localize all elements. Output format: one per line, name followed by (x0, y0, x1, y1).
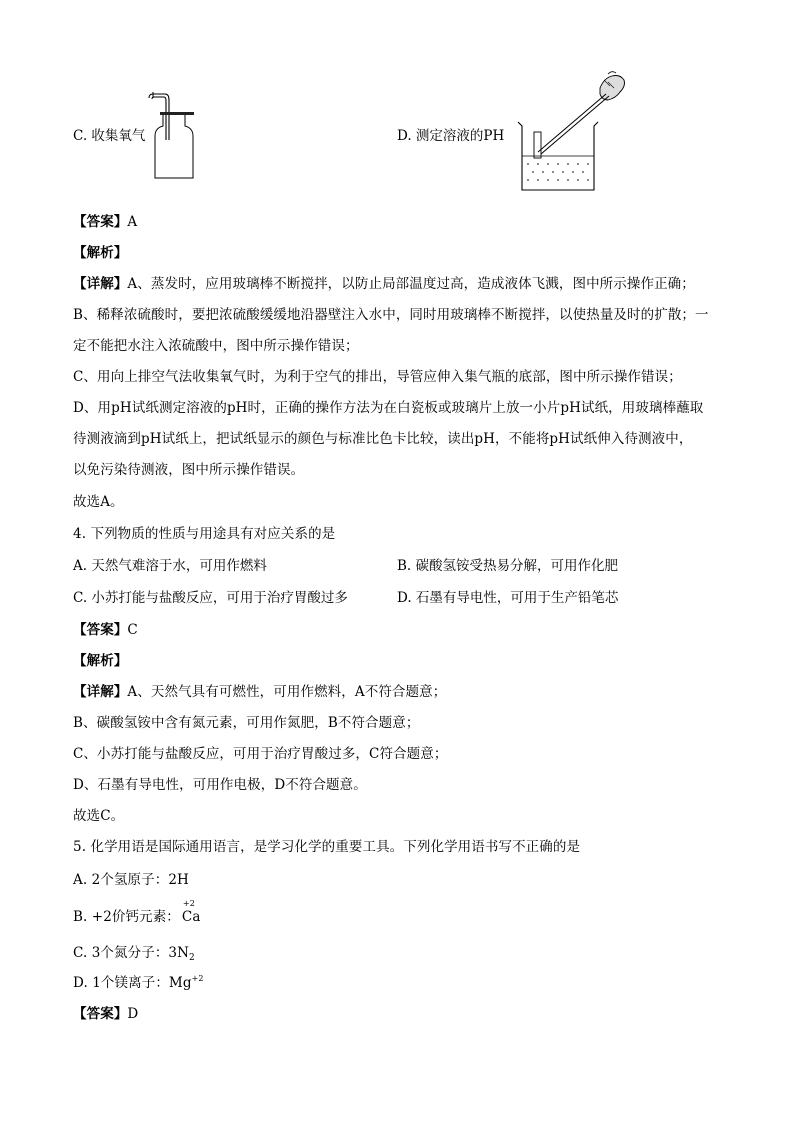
q3-detail-c: C、用向上排空气法收集氧气时，为利于空气的排出，导管应伸入集气瓶的底部，图中所示操作错误； (73, 369, 682, 385)
q3-detail-d3: 以免污染待测液，图中所示操作错误。 (73, 462, 305, 478)
q4-analysis-heading: 【解析】 (73, 653, 128, 669)
q3-detail-b2: 定不能把水注入浓硫酸中，图中所示操作错误； (73, 338, 359, 354)
q4-detail-d: D、石墨有导电性，可用作电极，D不符合题意。 (73, 777, 367, 793)
superscript: +2 (191, 974, 204, 983)
q4-option-d: D. 石墨有导电性，可用于生产铅笔芯 (397, 590, 619, 606)
q4-conclusion: 故选C。 (73, 808, 125, 824)
q4-detail-b: B、碳酸氢铵中含有氮元素，可用作氮肥，B不符合题意； (73, 715, 420, 731)
q3-analysis-heading: 【解析】 (73, 245, 128, 261)
calcium-symbol: Ca (181, 909, 201, 925)
valence-mark: +2 (182, 899, 195, 908)
q4-answer: 【答案】C (73, 622, 138, 638)
ph-test-beaker-illustration (512, 70, 632, 195)
q3-detail-a: 【详解】A、蒸发时，应用玻璃棒不断搅拌，以防止局部温度过高，造成液体飞溅，图中所示操作正确； (73, 276, 695, 292)
q3-conclusion: 故选A。 (73, 494, 124, 510)
q3-detail-d2: 待测液滴到pH试纸上，把试纸显示的颜色与标准比色卡比较，读出pH，不能将pH试纸伸入待测液中， (73, 431, 693, 447)
q5-option-d: D. 1个镁离子：$Mg^{+2}$ (73, 974, 204, 991)
gas-collecting-bottle-illustration (145, 92, 205, 182)
q5-option-c: C. 3个氮分子：$3N_2$ (73, 945, 195, 963)
q3-option-c-label: C. 收集氧气 (73, 128, 146, 144)
q4-stem: 4. 下列物质的性质与用途具有对应关系的是 (73, 526, 336, 542)
q4-option-b: B. 碳酸氢铵受热易分解，可用作化肥 (397, 558, 619, 574)
q5-answer: 【答案】D (73, 1006, 139, 1022)
q3-answer: 【答案】A (73, 214, 138, 230)
q3-option-d-label: D. 测定溶液的PH (397, 128, 505, 144)
q5-stem: 5. 化学用语是国际通用语言，是学习化学的重要工具。下列化学用语书写不正确的是 (73, 839, 581, 855)
q5-option-b: B. +2价钙元素： +2 Ca (73, 899, 201, 925)
q5-option-a: A. 2个氢原子：2H (73, 872, 189, 888)
q4-detail-c: C、小苏打能与盐酸反应，可用于治疗胃酸过多，C符合题意； (73, 746, 448, 762)
q4-detail-a: 【详解】A、天然气具有可燃性，可用作燃料，A不符合题意； (73, 684, 447, 700)
q3-detail-d1: D、用pH试纸测定溶液的pH时，正确的操作方法为在白瓷板或玻璃片上放一小片pH试纸，用玻璃棒蘸取 (73, 400, 704, 416)
q4-option-a: A. 天然气难溶于水，可用作燃料 (73, 558, 267, 574)
q4-option-c: C. 小苏打能与盐酸反应，可用于治疗胃酸过多 (73, 590, 348, 606)
subscript: 2 (189, 953, 195, 963)
q3-detail-b1: B、稀释浓硫酸时，要把浓硫酸缓缓地沿器壁注入水中，同时用玻璃棒不断搅拌，以使热量及时的扩散；一 (73, 307, 709, 323)
